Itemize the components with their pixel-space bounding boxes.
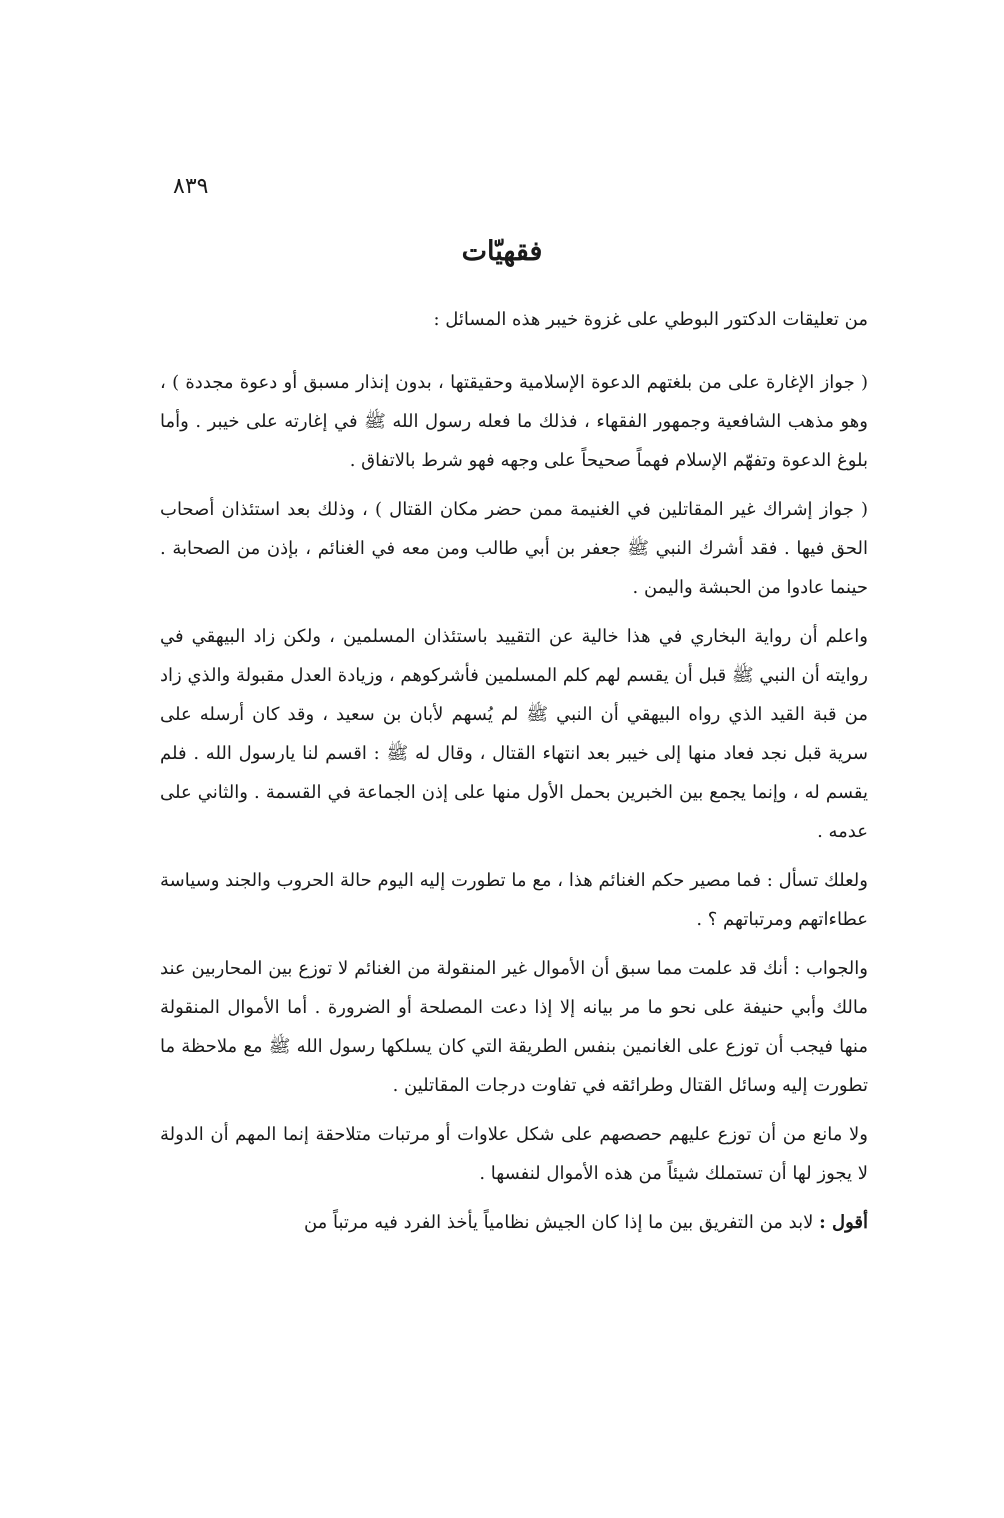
paragraph-author-note <box>160 1203 868 1242</box>
body-text <box>160 300 868 1242</box>
paragraph-raid-ruling: ( جواز الإغارة على من بلغتهم الدعوة الإسلامية وحقيقتها ، بدون إنذار مسبق أو دعوة مجددة ) ، وهو مذهب الشافعية وجمهور الفقهاء ، فذلك ما فعله رسول الله ﷺ في إغارته على خيبر . وأما بلوغ الدعوة وتفهّم الإسلام فهماً صحيحاً على وجهه فهو شرط بالاتفاق . <box>160 372 868 471</box>
paragraph-answer: والجواب : أنك قد علمت مما سبق أن الأموال غير المنقولة من الغنائم لا توزع بين المحاربين عند مالك وأبي حنيفة على نحو ما مر بيانه إلا إذا دعت المصلحة أو الضرورة . أما الأموال المنقولة منها فيجب أن توزع على الغانمين بنفس الطريقة التي كان يسلكها رسول الله ﷺ مع ملاحظة ما تطورت إليه وسائل القتال وطرائقه في تفاوت درجات المقاتلين . <box>160 958 868 1096</box>
author-note-lead: أقول : <box>819 1212 868 1233</box>
paragraph-distribution: ولا مانع من أن توزع عليهم حصصهم على شكل علاوات أو مرتبات متلاحقة إنما المهم أن الدولة لا يجوز لها أن تستملك شيئاً من هذه الأموال لنفسها . <box>160 1124 868 1184</box>
paragraph-question: ولعلك تسأل : فما مصير حكم الغنائم هذا ، مع ما تطورت إليه اليوم حالة الحروب والجند وسياسة عطاءاتهم ومرتباتهم ؟ . <box>160 870 868 930</box>
paragraph-spoils-sharing: ( جواز إشراك غير المقاتلين في الغنيمة ممن حضر مكان القتال ) ، وذلك بعد استئذان أصحاب الحق فيها . فقد أشرك النبي ﷺ جعفر بن أبي طالب ومن معه في الغنائم ، بإذن من الصحابة . حينما عادوا من الحبشة واليمن . <box>160 499 868 598</box>
intro-paragraph: من تعليقات الدكتور البوطي على غزوة خيبر هذه المسائل : <box>433 309 868 330</box>
paragraph-bukhari-narration: واعلم أن رواية البخاري في هذا خالية عن التقييد باستئذان المسلمين ، ولكن زاد البيهقي في روايته أن النبي ﷺ قبل أن يقسم لهم كلم المسلمين فأشركوهم ، وزيادة العدل مقبولة والذي زاد من قبة القيد الذي رواه البيهقي أن النبي ﷺ لم يُسهم لأبان بن سعيد ، وقد كان أرسله على سرية قبل نجد فعاد منها إلى خيبر بعد انتهاء القتال ، وقال له ﷺ : اقسم لنا يارسول الله . فلم يقسم له ، وإنما يجمع بين الخبرين بحمل الأول منها على إذن الجماعة في القسمة . والثاني على عدمه . <box>160 626 868 842</box>
section-title: فقهيّات <box>461 236 543 267</box>
page-number: ٨٣٩ <box>173 174 209 199</box>
author-note-text: لابد من التفريق بين ما إذا كان الجيش نظامياً يأخذ الفرد فيه مرتباً من <box>303 1212 820 1233</box>
